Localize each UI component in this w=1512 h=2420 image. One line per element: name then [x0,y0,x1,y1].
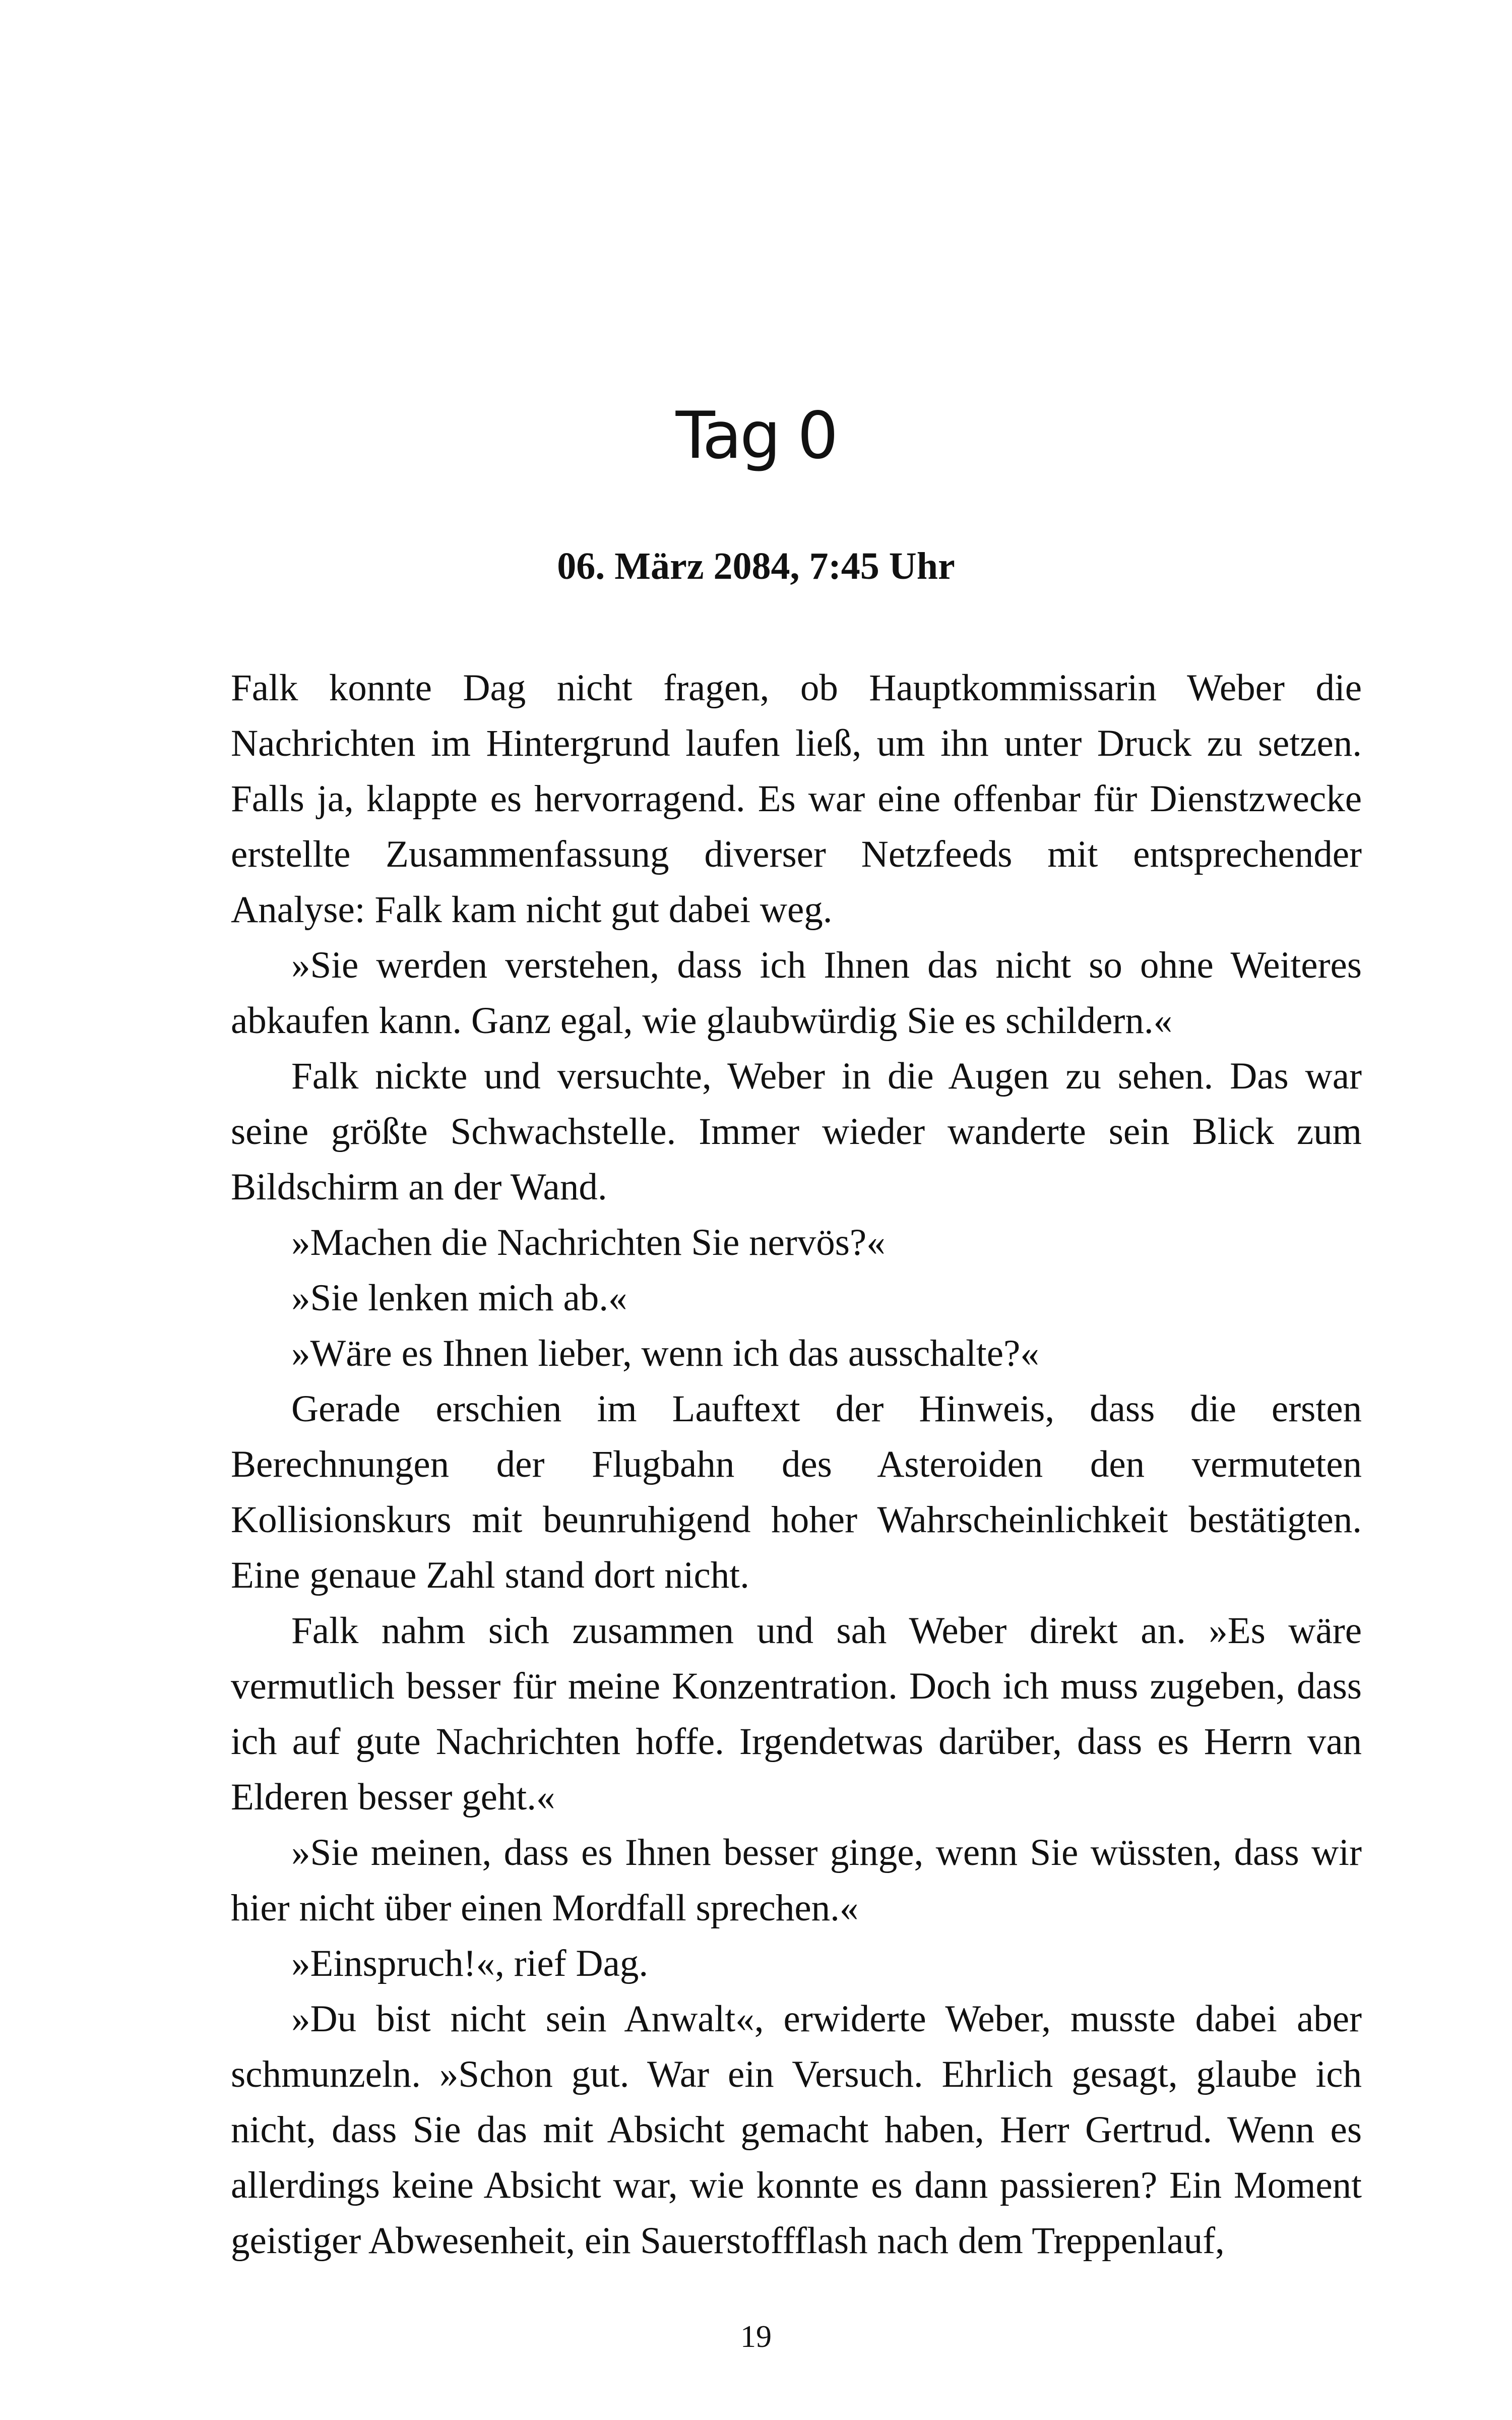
paragraph: »Sie lenken mich ab.« [291,1277,627,1319]
body-text [231,660,1362,2269]
paragraph: »Du bist nicht sein Anwalt«, erwiderte Weber, musste dabei aber schmunzeln. »Schon gut. War ein Versuch. Ehrlich gesagt, glaube ich nicht, dass Sie das mit Absicht gemacht haben, Herr Gertrud. Wenn es allerdings keine Absicht war, wie konnte es dann passieren? Ein Moment geistiger Abwesenheit, ein Sauerstoffflash nach dem Treppenlauf, [231,1998,1362,2262]
chapter-date-subtitle: 06. März 2084, 7:45 Uhr [557,545,955,587]
paragraph: Falk nahm sich zusammen und sah Weber direkt an. »Es wäre vermutlich besser für meine Konzentration. Doch ich muss zugeben, dass ich auf gute Nachrichten hoffe. Irgendetwas darüber, dass es Herrn van Elderen besser geht.« [231,1610,1362,1818]
paragraph: »Machen die Nachrichten Sie nervös?« [291,1222,886,1263]
paragraph: »Sie meinen, dass es Ihnen besser ginge, wenn Sie wüssten, dass wir hier nicht über einen Mordfall sprechen.« [231,1832,1362,1929]
paragraph: »Einspruch!«, rief Dag. [291,1943,649,1984]
paragraph: »Wäre es Ihnen lieber, wenn ich das ausschalte?« [291,1333,1039,1374]
paragraph: Falk konnte Dag nicht fragen, ob Hauptkommissarin Weber die Nachrichten im Hintergrund laufen ließ, um ihn unter Druck zu setzen. Falls ja, klappte es hervorragend. Es war eine offenbar für Dienstzwecke erstellte Zusammenfassung diverser Netzfeeds mit entsprechender Analyse: Falk kam nicht gut dabei weg. [231,667,1362,931]
paragraph: Gerade erschien im Lauftext der Hinweis, dass die ersten Berechnungen der Flugbahn des Asteroiden den vermuteten Kollisionskurs mit beunruhigend hoher Wahrscheinlichkeit bestätigten. Eine genaue Zahl stand dort nicht. [231,1388,1362,1596]
chapter-title: Tag 0 [675,398,837,473]
paragraph: Falk nickte und versuchte, Weber in die Augen zu sehen. Das war seine größte Schwachstelle. Immer wieder wanderte sein Blick zum Bildschirm an der Wand. [231,1055,1362,1208]
page-number: 19 [740,2320,772,2354]
paragraph: »Sie werden verstehen, dass ich Ihnen das nicht so ohne Weiteres abkaufen kann. Ganz egal, wie glaubwürdig Sie es schildern.« [231,944,1362,1042]
